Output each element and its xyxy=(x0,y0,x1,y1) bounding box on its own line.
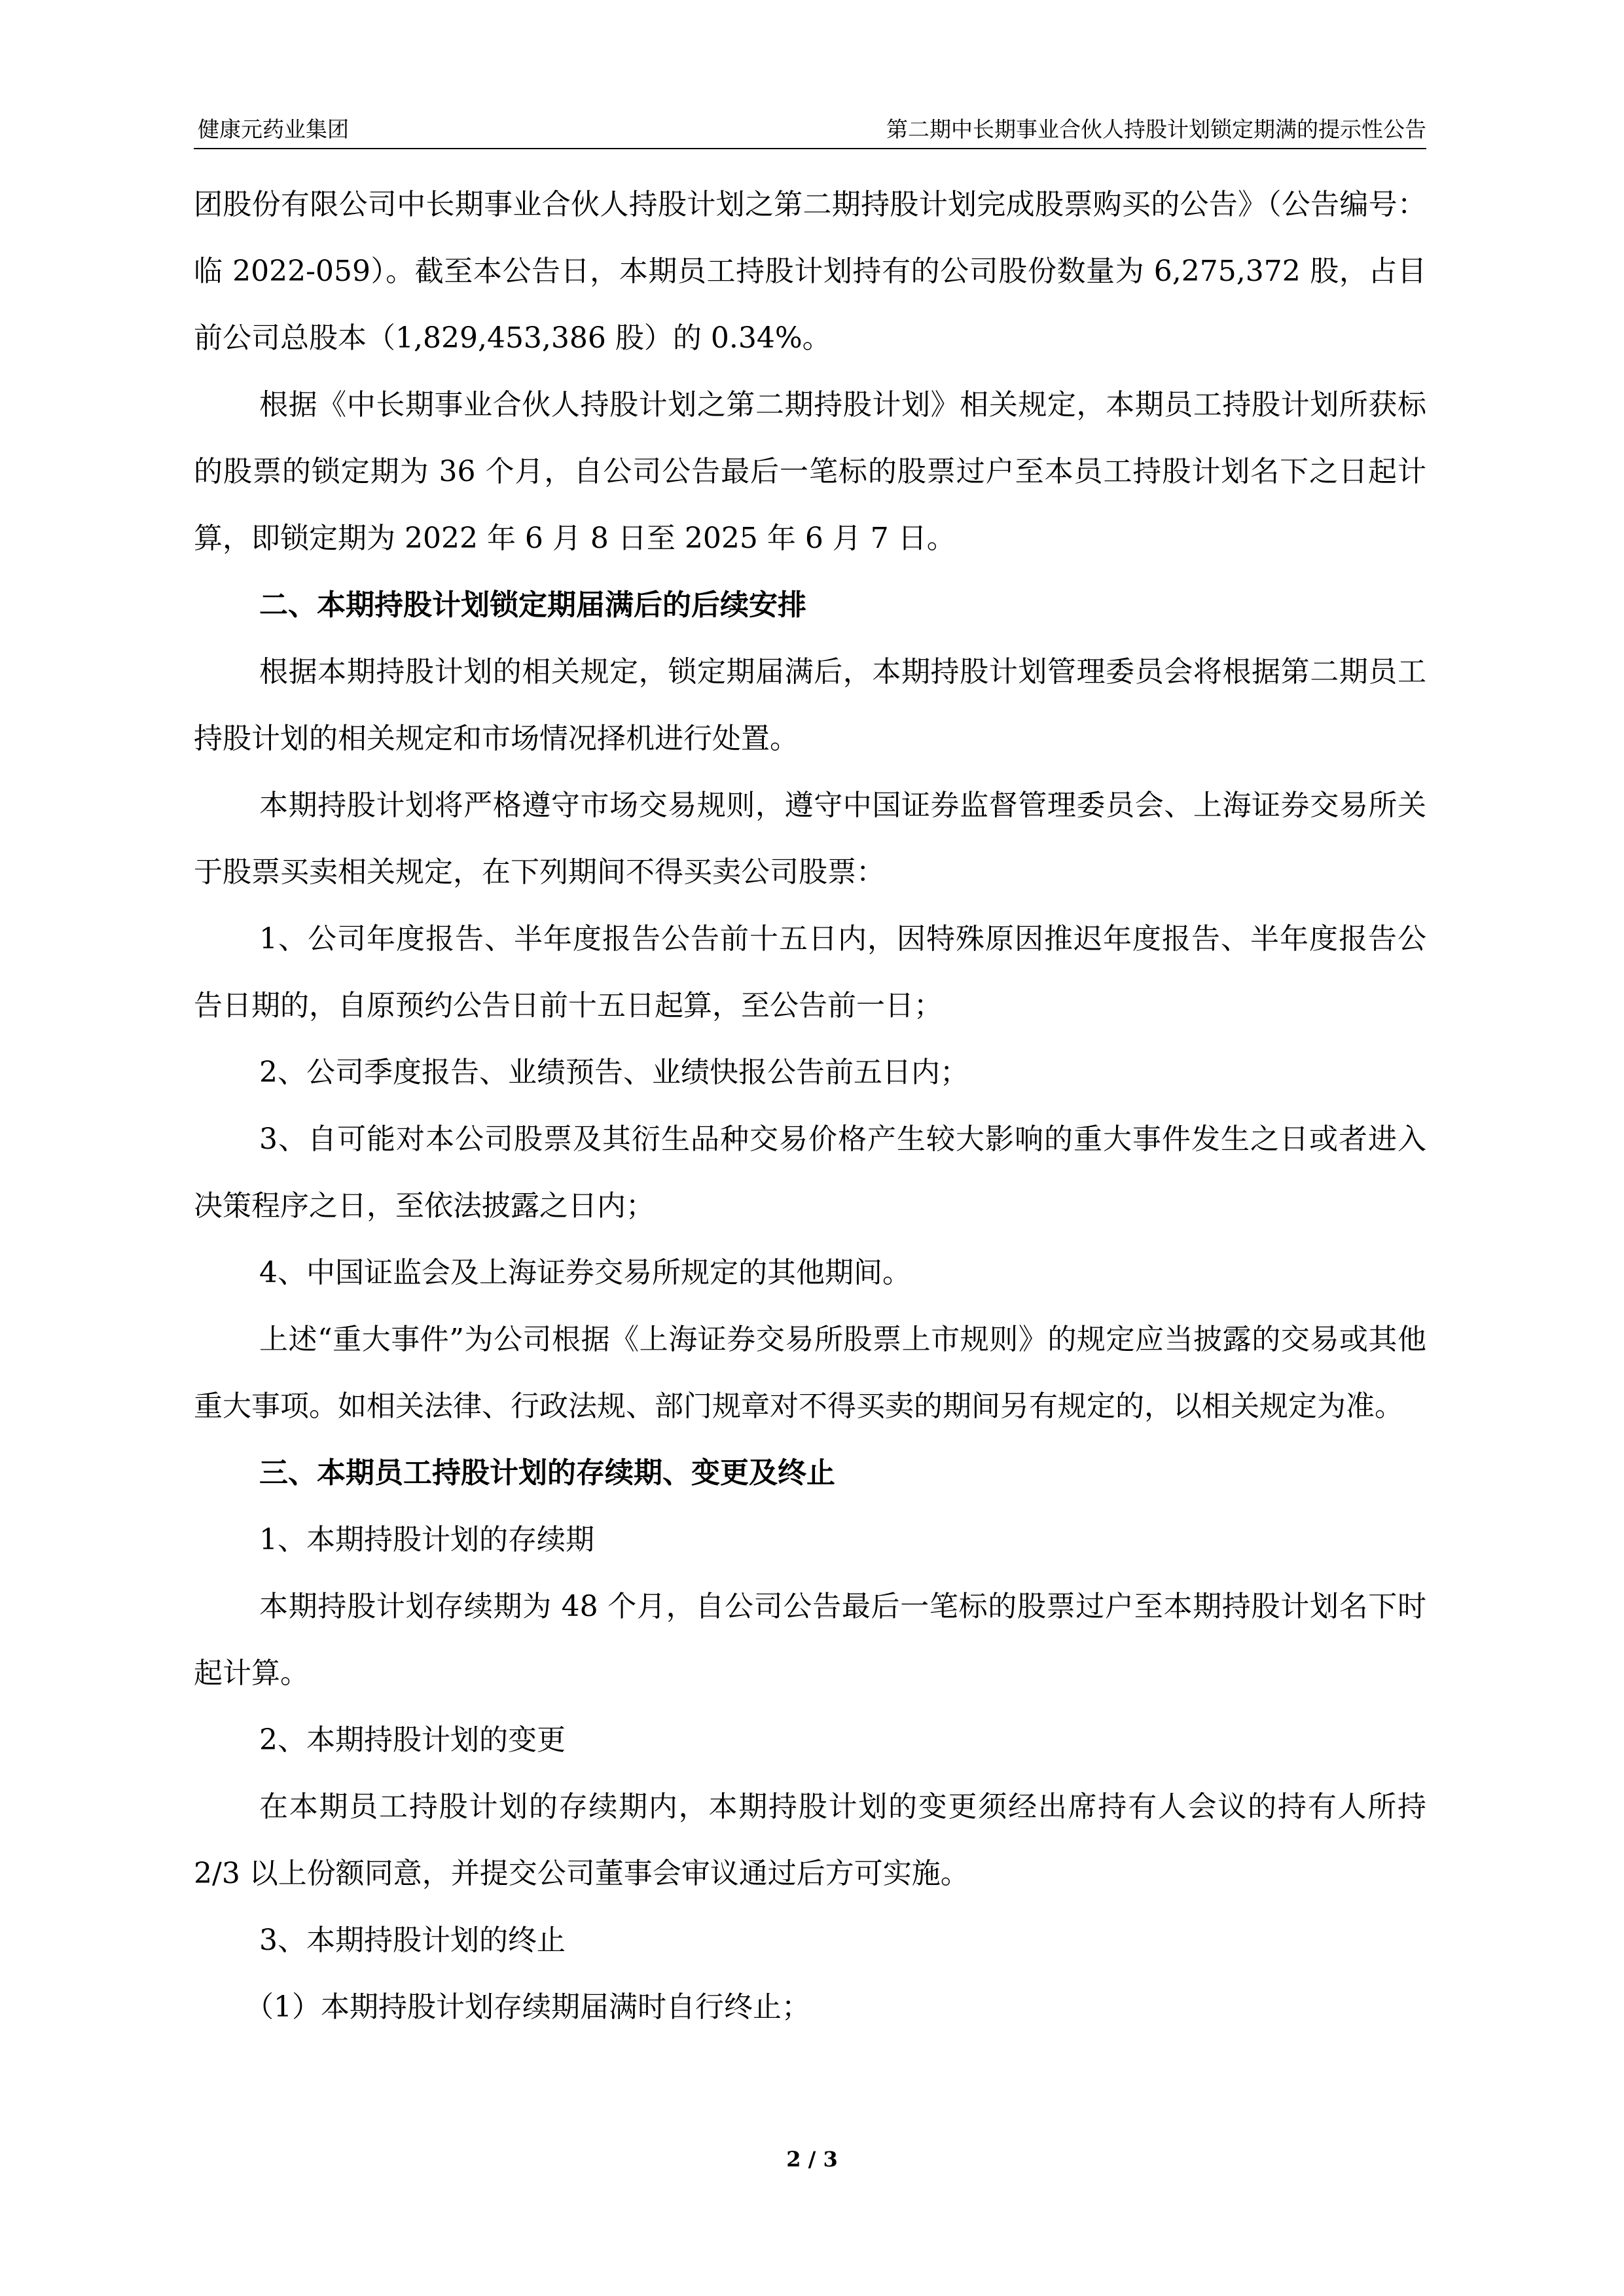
list-item: 1、公司年度报告、半年度报告公告前十五日内，因特殊原因推迟年度报告、半年度报告公告日期的，自原预约公告日前十五日起算，至公告前一日； xyxy=(194,922,1426,1022)
list-item: （1）本期持股计划存续期届满时自行终止； xyxy=(245,1990,810,2024)
section-heading-3: 三、本期员工持股计划的存续期、变更及终止 xyxy=(259,1456,835,1490)
list-item: 4、中国证监会及上海证券交易所规定的其他期间。 xyxy=(259,1256,911,1289)
list-item: 2、公司季度报告、业绩预告、业绩快报公告前五日内； xyxy=(259,1056,969,1089)
page-number: 2 / 3 xyxy=(786,2147,838,2172)
paragraph: 上述“重大事件”为公司根据《上海证券交易所股票上市规则》的规定应当披露的交易或其他重大事项。如相关法律、行政法规、部门规章对不得买卖的期间另有规定的，以相关规定为准。 xyxy=(194,1323,1426,1423)
list-item: 3、自可能对本公司股票及其衍生品种交易价格产生较大影响的重大事件发生之日或者进入决策程序之日，至依法披露之日内； xyxy=(194,1122,1426,1223)
paragraph: 本期持股计划将严格遵守市场交易规则，遵守中国证券监督管理委员会、上海证券交易所关于股票买卖相关规定，在下列期间不得买卖公司股票： xyxy=(194,789,1426,889)
header-company: 健康元药业集团 xyxy=(198,117,349,142)
page-header xyxy=(194,111,1426,149)
document-body xyxy=(194,171,1426,2041)
paragraph: 本期持股计划存续期为 48 个月，自公司公告最后一笔标的股票过户至本期持股计划名下时起计算。 xyxy=(194,1590,1426,1690)
header-doc-title: 第二期中长期事业合伙人持股计划锁定期满的提示性公告 xyxy=(886,117,1426,142)
paragraph-continuation: 团股份有限公司中长期事业合伙人持股计划之第二期持股计划完成股票购买的公告》（公告编号：临 2022-059）。截至本公告日，本期员工持股计划持有的公司股份数量为 6,275,372 股，占目前公司总股本（1,829,453,386 股）的 0.34%。 xyxy=(194,188,1426,355)
paragraph: 在本期员工持股计划的存续期内，本期持股计划的变更须经出席持有人会议的持有人所持 2/3 以上份额同意，并提交公司董事会审议通过后方可实施。 xyxy=(194,1790,1426,1890)
section-heading-2: 二、本期持股计划锁定期届满后的后续安排 xyxy=(259,588,806,622)
subheading: 2、本期持股计划的变更 xyxy=(259,1723,566,1757)
paragraph-lock-period: 根据《中长期事业合伙人持股计划之第二期持股计划》相关规定，本期员工持股计划所获标的股票的锁定期为 36 个月，自公司公告最后一笔标的股票过户至本员工持股计划名下之日起计算，即锁定期为 2022 年 6 月 8 日至 2025 年 6 月 7 日。 xyxy=(194,388,1426,555)
subheading: 3、本期持股计划的终止 xyxy=(259,1924,566,1957)
subheading: 1、本期持股计划的存续期 xyxy=(259,1523,594,1556)
paragraph: 根据本期持股计划的相关规定，锁定期届满后，本期持股计划管理委员会将根据第二期员工持股计划的相关规定和市场情况择机进行处置。 xyxy=(194,655,1426,755)
